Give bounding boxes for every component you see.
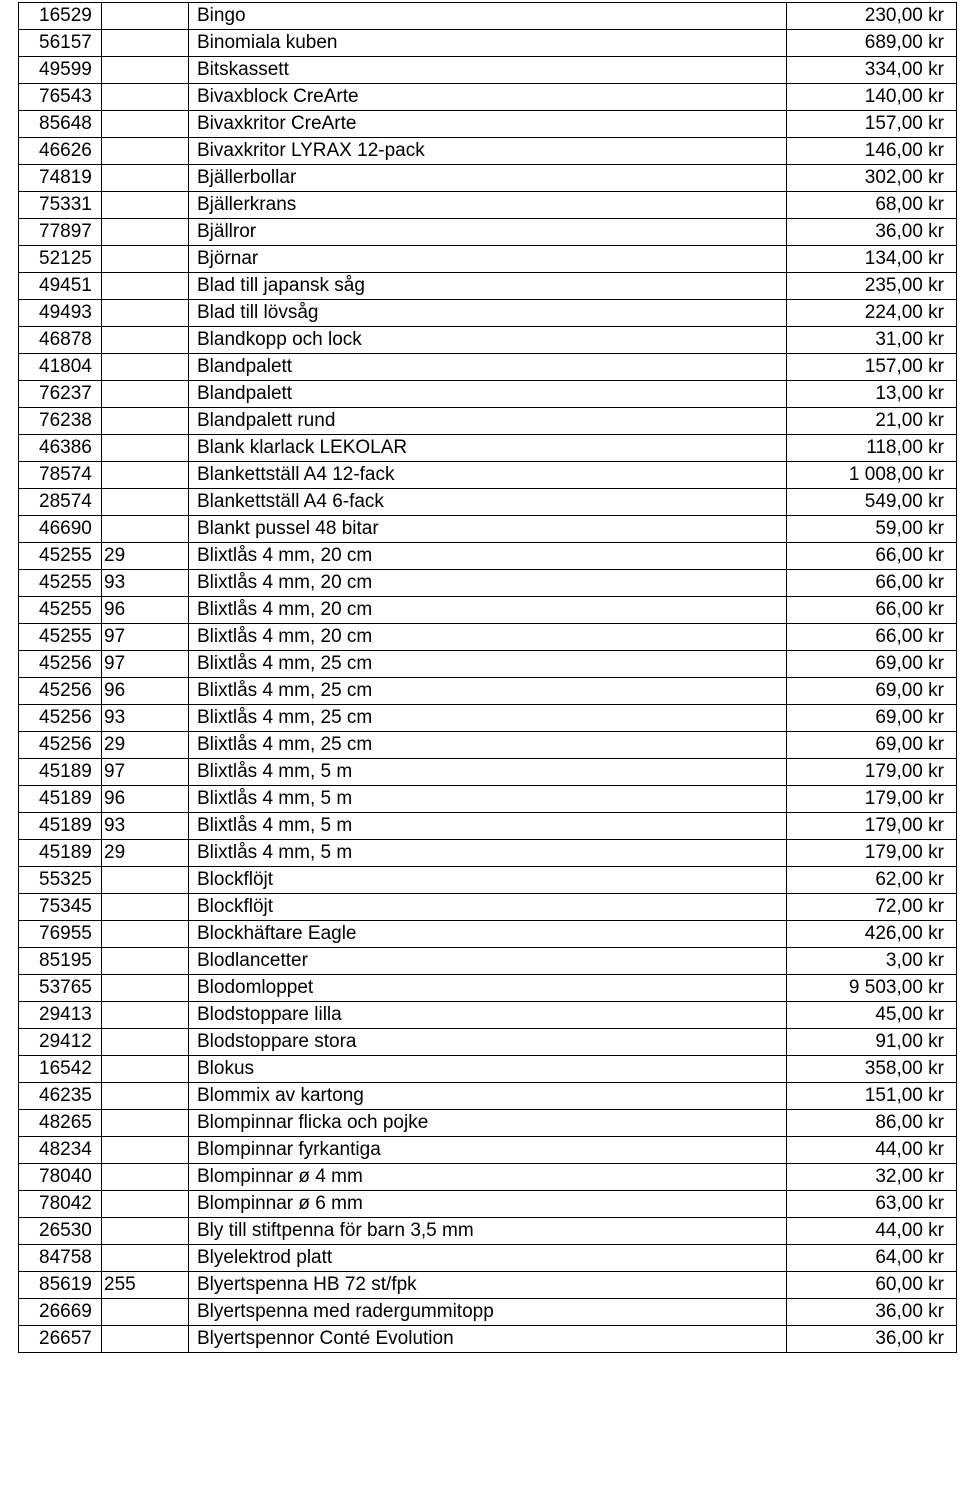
table-row [19,219,957,246]
variant-code-cell [102,1056,189,1083]
article-number-cell: 52125 [19,246,102,273]
product-name-cell: Blompinnar flicka och pojke [189,1110,787,1137]
table-row [19,1056,957,1083]
variant-code-cell [102,1299,189,1326]
variant-code-cell: 97 [102,651,189,678]
price-cell: 179,00 kr [787,840,957,867]
article-number-cell: 16542 [19,1056,102,1083]
article-number-cell: 16529 [19,3,102,30]
variant-code-cell [102,921,189,948]
table-row [19,813,957,840]
variant-code-cell [102,192,189,219]
table-row [19,516,957,543]
product-name-cell: Bjällror [189,219,787,246]
variant-code-cell: 93 [102,705,189,732]
product-name-cell: Blyertspenna HB 72 st/fpk [189,1272,787,1299]
table-row [19,246,957,273]
table-row [19,489,957,516]
table-row [19,165,957,192]
variant-code-cell [102,246,189,273]
variant-code-cell: 29 [102,732,189,759]
variant-code-cell [102,165,189,192]
price-list-table [18,2,957,1353]
product-name-cell: Blompinnar ø 4 mm [189,1164,787,1191]
table-row [19,786,957,813]
table-row [19,435,957,462]
price-cell: 66,00 kr [787,597,957,624]
article-number-cell: 84758 [19,1245,102,1272]
price-list-body [19,3,957,1353]
variant-code-cell [102,1191,189,1218]
product-name-cell: Blankettställ A4 12-fack [189,462,787,489]
article-number-cell: 45256 [19,651,102,678]
product-name-cell: Blandpalett rund [189,408,787,435]
variant-code-cell [102,516,189,543]
product-name-cell: Blyertspennor Conté Evolution [189,1326,787,1353]
price-cell: 21,00 kr [787,408,957,435]
product-name-cell: Blad till lövsåg [189,300,787,327]
price-cell: 69,00 kr [787,678,957,705]
article-number-cell: 28574 [19,489,102,516]
product-name-cell: Binomiala kuben [189,30,787,57]
article-number-cell: 45256 [19,732,102,759]
variant-code-cell [102,354,189,381]
table-row [19,462,957,489]
variant-code-cell [102,111,189,138]
product-name-cell: Blodstoppare stora [189,1029,787,1056]
variant-code-cell [102,381,189,408]
product-name-cell: Blommix av kartong [189,1083,787,1110]
price-cell: 179,00 kr [787,813,957,840]
article-number-cell: 76543 [19,84,102,111]
price-cell: 66,00 kr [787,543,957,570]
article-number-cell: 45256 [19,678,102,705]
product-name-cell: Blankettställ A4 6-fack [189,489,787,516]
variant-code-cell [102,489,189,516]
variant-code-cell [102,1002,189,1029]
variant-code-cell: 96 [102,786,189,813]
product-name-cell: Blankt pussel 48 bitar [189,516,787,543]
article-number-cell: 49493 [19,300,102,327]
price-cell: 63,00 kr [787,1191,957,1218]
product-name-cell: Blixtlås 4 mm, 5 m [189,759,787,786]
price-cell: 302,00 kr [787,165,957,192]
product-name-cell: Blixtlås 4 mm, 25 cm [189,678,787,705]
product-name-cell: Blixtlås 4 mm, 20 cm [189,597,787,624]
article-number-cell: 55325 [19,867,102,894]
table-row [19,1110,957,1137]
variant-code-cell [102,273,189,300]
article-number-cell: 74819 [19,165,102,192]
variant-code-cell [102,435,189,462]
product-name-cell: Blompinnar fyrkantiga [189,1137,787,1164]
table-row [19,138,957,165]
price-cell: 69,00 kr [787,651,957,678]
product-name-cell: Bly till stiftpenna för barn 3,5 mm [189,1218,787,1245]
article-number-cell: 75345 [19,894,102,921]
table-row [19,273,957,300]
price-cell: 157,00 kr [787,111,957,138]
table-row [19,300,957,327]
table-row [19,543,957,570]
price-cell: 45,00 kr [787,1002,957,1029]
product-name-cell: Blodstoppare lilla [189,1002,787,1029]
product-name-cell: Blandpalett [189,381,787,408]
article-number-cell: 53765 [19,975,102,1002]
table-row [19,111,957,138]
price-cell: 230,00 kr [787,3,957,30]
price-cell: 118,00 kr [787,435,957,462]
table-row [19,327,957,354]
price-cell: 224,00 kr [787,300,957,327]
variant-code-cell [102,1137,189,1164]
article-number-cell: 49451 [19,273,102,300]
table-row [19,1002,957,1029]
product-name-cell: Blixtlås 4 mm, 25 cm [189,732,787,759]
price-cell: 134,00 kr [787,246,957,273]
price-cell: 3,00 kr [787,948,957,975]
product-name-cell: Blixtlås 4 mm, 25 cm [189,651,787,678]
price-cell: 91,00 kr [787,1029,957,1056]
price-cell: 64,00 kr [787,1245,957,1272]
price-cell: 36,00 kr [787,1326,957,1353]
price-cell: 86,00 kr [787,1110,957,1137]
table-row [19,1272,957,1299]
article-number-cell: 45255 [19,543,102,570]
product-name-cell: Blokus [189,1056,787,1083]
product-name-cell: Blandkopp och lock [189,327,787,354]
product-name-cell: Blixtlås 4 mm, 5 m [189,840,787,867]
variant-code-cell [102,894,189,921]
price-cell: 36,00 kr [787,219,957,246]
article-number-cell: 85619 [19,1272,102,1299]
table-row [19,192,957,219]
article-number-cell: 45189 [19,813,102,840]
price-cell: 179,00 kr [787,759,957,786]
product-name-cell: Blodlancetter [189,948,787,975]
price-cell: 235,00 kr [787,273,957,300]
variant-code-cell [102,1326,189,1353]
article-number-cell: 49599 [19,57,102,84]
product-name-cell: Bjällerbollar [189,165,787,192]
price-cell: 44,00 kr [787,1137,957,1164]
table-row [19,1164,957,1191]
table-row [19,948,957,975]
table-row [19,1245,957,1272]
product-name-cell: Bingo [189,3,787,30]
article-number-cell: 56157 [19,30,102,57]
price-cell: 66,00 kr [787,570,957,597]
price-cell: 59,00 kr [787,516,957,543]
article-number-cell: 45255 [19,570,102,597]
price-cell: 69,00 kr [787,705,957,732]
variant-code-cell: 96 [102,597,189,624]
table-row [19,678,957,705]
table-row [19,1137,957,1164]
variant-code-cell [102,1110,189,1137]
article-number-cell: 76955 [19,921,102,948]
product-name-cell: Blockflöjt [189,894,787,921]
article-number-cell: 45189 [19,840,102,867]
price-cell: 44,00 kr [787,1218,957,1245]
variant-code-cell [102,1218,189,1245]
product-name-cell: Blompinnar ø 6 mm [189,1191,787,1218]
table-row [19,1218,957,1245]
price-cell: 31,00 kr [787,327,957,354]
table-row [19,3,957,30]
variant-code-cell [102,30,189,57]
article-number-cell: 45255 [19,624,102,651]
price-cell: 334,00 kr [787,57,957,84]
table-row [19,705,957,732]
article-number-cell: 46235 [19,1083,102,1110]
article-number-cell: 78042 [19,1191,102,1218]
article-number-cell: 76238 [19,408,102,435]
variant-code-cell [102,408,189,435]
table-row [19,1083,957,1110]
article-number-cell: 26657 [19,1326,102,1353]
table-row [19,354,957,381]
article-number-cell: 48234 [19,1137,102,1164]
article-number-cell: 46878 [19,327,102,354]
price-cell: 72,00 kr [787,894,957,921]
table-row [19,1029,957,1056]
article-number-cell: 45255 [19,597,102,624]
product-name-cell: Blixtlås 4 mm, 25 cm [189,705,787,732]
variant-code-cell [102,3,189,30]
variant-code-cell [102,948,189,975]
article-number-cell: 78040 [19,1164,102,1191]
price-cell: 32,00 kr [787,1164,957,1191]
price-cell: 1 008,00 kr [787,462,957,489]
product-name-cell: Blixtlås 4 mm, 20 cm [189,570,787,597]
article-number-cell: 45189 [19,786,102,813]
product-name-cell: Blockflöjt [189,867,787,894]
price-cell: 146,00 kr [787,138,957,165]
article-number-cell: 46690 [19,516,102,543]
variant-code-cell: 29 [102,840,189,867]
product-name-cell: Blockhäftare Eagle [189,921,787,948]
variant-code-cell [102,84,189,111]
price-cell: 179,00 kr [787,786,957,813]
price-cell: 157,00 kr [787,354,957,381]
price-cell: 60,00 kr [787,1272,957,1299]
article-number-cell: 41804 [19,354,102,381]
article-number-cell: 26669 [19,1299,102,1326]
price-cell: 426,00 kr [787,921,957,948]
table-row [19,624,957,651]
article-number-cell: 78574 [19,462,102,489]
variant-code-cell: 255 [102,1272,189,1299]
article-number-cell: 46386 [19,435,102,462]
article-number-cell: 29413 [19,1002,102,1029]
variant-code-cell: 97 [102,624,189,651]
product-name-cell: Bivaxkritor CreArte [189,111,787,138]
price-cell: 151,00 kr [787,1083,957,1110]
price-cell: 689,00 kr [787,30,957,57]
variant-code-cell: 97 [102,759,189,786]
product-name-cell: Bjällerkrans [189,192,787,219]
variant-code-cell [102,300,189,327]
table-row [19,570,957,597]
product-name-cell: Blodomloppet [189,975,787,1002]
product-name-cell: Blandpalett [189,354,787,381]
table-row [19,1191,957,1218]
product-name-cell: Blixtlås 4 mm, 5 m [189,813,787,840]
article-number-cell: 46626 [19,138,102,165]
table-row [19,57,957,84]
product-name-cell: Blixtlås 4 mm, 20 cm [189,543,787,570]
product-name-cell: Blank klarlack LEKOLAR [189,435,787,462]
price-cell: 549,00 kr [787,489,957,516]
table-row [19,759,957,786]
variant-code-cell: 93 [102,570,189,597]
variant-code-cell [102,1029,189,1056]
variant-code-cell: 29 [102,543,189,570]
table-row [19,30,957,57]
variant-code-cell: 96 [102,678,189,705]
article-number-cell: 85648 [19,111,102,138]
price-cell: 13,00 kr [787,381,957,408]
variant-code-cell [102,1245,189,1272]
table-row [19,732,957,759]
article-number-cell: 85195 [19,948,102,975]
price-cell: 36,00 kr [787,1299,957,1326]
table-row [19,975,957,1002]
price-cell: 62,00 kr [787,867,957,894]
article-number-cell: 77897 [19,219,102,246]
article-number-cell: 75331 [19,192,102,219]
variant-code-cell [102,138,189,165]
article-number-cell: 45256 [19,705,102,732]
product-name-cell: Blixtlås 4 mm, 20 cm [189,624,787,651]
table-row [19,840,957,867]
variant-code-cell [102,327,189,354]
variant-code-cell [102,462,189,489]
price-cell: 9 503,00 kr [787,975,957,1002]
table-row [19,867,957,894]
table-row [19,381,957,408]
article-number-cell: 45189 [19,759,102,786]
variant-code-cell [102,1164,189,1191]
product-name-cell: Bivaxkritor LYRAX 12-pack [189,138,787,165]
price-cell: 66,00 kr [787,624,957,651]
variant-code-cell [102,867,189,894]
table-row [19,651,957,678]
price-cell: 140,00 kr [787,84,957,111]
article-number-cell: 26530 [19,1218,102,1245]
price-cell: 68,00 kr [787,192,957,219]
article-number-cell: 48265 [19,1110,102,1137]
table-row [19,84,957,111]
price-cell: 69,00 kr [787,732,957,759]
table-row [19,894,957,921]
table-row [19,1299,957,1326]
product-name-cell: Blyertspenna med radergummitopp [189,1299,787,1326]
table-row [19,408,957,435]
table-row [19,921,957,948]
variant-code-cell [102,219,189,246]
product-name-cell: Bivaxblock CreArte [189,84,787,111]
variant-code-cell [102,1083,189,1110]
variant-code-cell [102,975,189,1002]
table-row [19,597,957,624]
product-name-cell: Björnar [189,246,787,273]
product-name-cell: Blad till japansk såg [189,273,787,300]
variant-code-cell: 93 [102,813,189,840]
article-number-cell: 76237 [19,381,102,408]
product-name-cell: Blixtlås 4 mm, 5 m [189,786,787,813]
table-row [19,1326,957,1353]
variant-code-cell [102,57,189,84]
product-name-cell: Bitskassett [189,57,787,84]
article-number-cell: 29412 [19,1029,102,1056]
product-name-cell: Blyelektrod platt [189,1245,787,1272]
price-cell: 358,00 kr [787,1056,957,1083]
